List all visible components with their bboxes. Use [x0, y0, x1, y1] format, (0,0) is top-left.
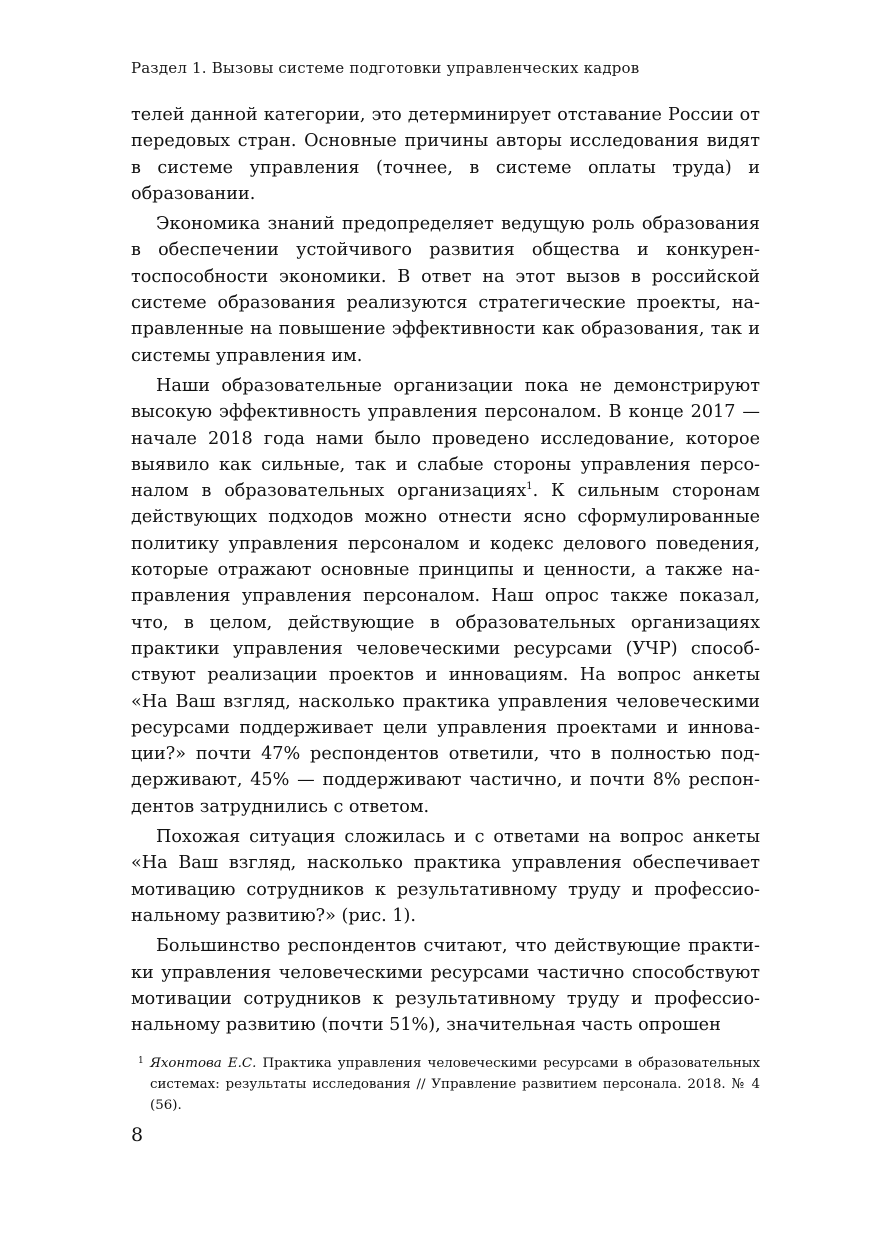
footnote-author: Яхонтова Е.С.: [150, 1056, 257, 1071]
footnote-text: Практика управления человеческими ресурсами в образовательных системах: результаты исследования // Управление развитием персонала. 2018. № 4 (56).: [150, 1056, 761, 1114]
paragraph-5: Большинство респондентов считают, что действующие практики управления человеческими ресурсами частично способствуют мотивации сотрудников к результативному труду и профессиональному развитию (почти 51%), значительная часть опрошен: [131, 936, 760, 1036]
page-number: 8: [131, 1124, 144, 1146]
paragraph-4: Похожая ситуация сложилась и с ответами на вопрос анкеты «На Ваш взгляд, насколько практика управления обеспечивает мотивацию сотрудников к результативному труду и профессиональному развитию?» (рис. 1).: [131, 827, 760, 926]
footnote: [138, 1053, 761, 1117]
running-head: Раздел 1. Вызовы системе подготовки управленческих кадров: [131, 59, 640, 77]
paragraph-1: телей данной категории, это детерминирует отставание России от передовых стран. Основные причины авторы исследования видят в системе управления (точнее, в системе оплаты труда) и образовании.: [131, 105, 760, 204]
paragraph-3-text-after: . К сильным сторонам действующих подходов можно отнести ясно сформулированные политику управления персоналом и кодекс делового поведения, которые отражают основные принципы и ценности, а также направления управления персоналом. Наш опрос также показал, что, в целом, действующие в образовательных организациях практики управления человеческими ресурсами (УЧР) способствуют реализации проектов и инновациям. На вопрос анкеты «На Ваш взгляд, насколько практика управления человеческими ресурсами поддерживает цели управления проектами и инновации?» почти 47% респондентов ответили, что в полностью поддерживают, 45% — поддерживают частично, и почти 8% респондентов затруднились с ответом.: [131, 481, 760, 817]
paragraph-3: [131, 373, 760, 820]
paragraph-2: Экономика знаний предопределяет ведущую роль образования в обеспечении устойчивого развития общества и конкурентоспособности экономики. В ответ на этот вызов в российской системе образования реализуются стратегические проекты, направленные на повышение эффективности как образования, так и системы управления им.: [131, 214, 760, 366]
footnote-mark: 1: [138, 1056, 144, 1066]
footnote-reference[interactable]: 1: [526, 481, 533, 493]
body-text: [131, 102, 760, 1042]
paragraph-3-text-before: Наши образовательные организации пока не демонстрируют высокую эффективность управления персоналом. В конце 2017 — начале 2018 года нами было проведено исследование, которое выявило как сильные, так и слабые стороны управления персоналом в образовательных организациях: [131, 375, 760, 502]
